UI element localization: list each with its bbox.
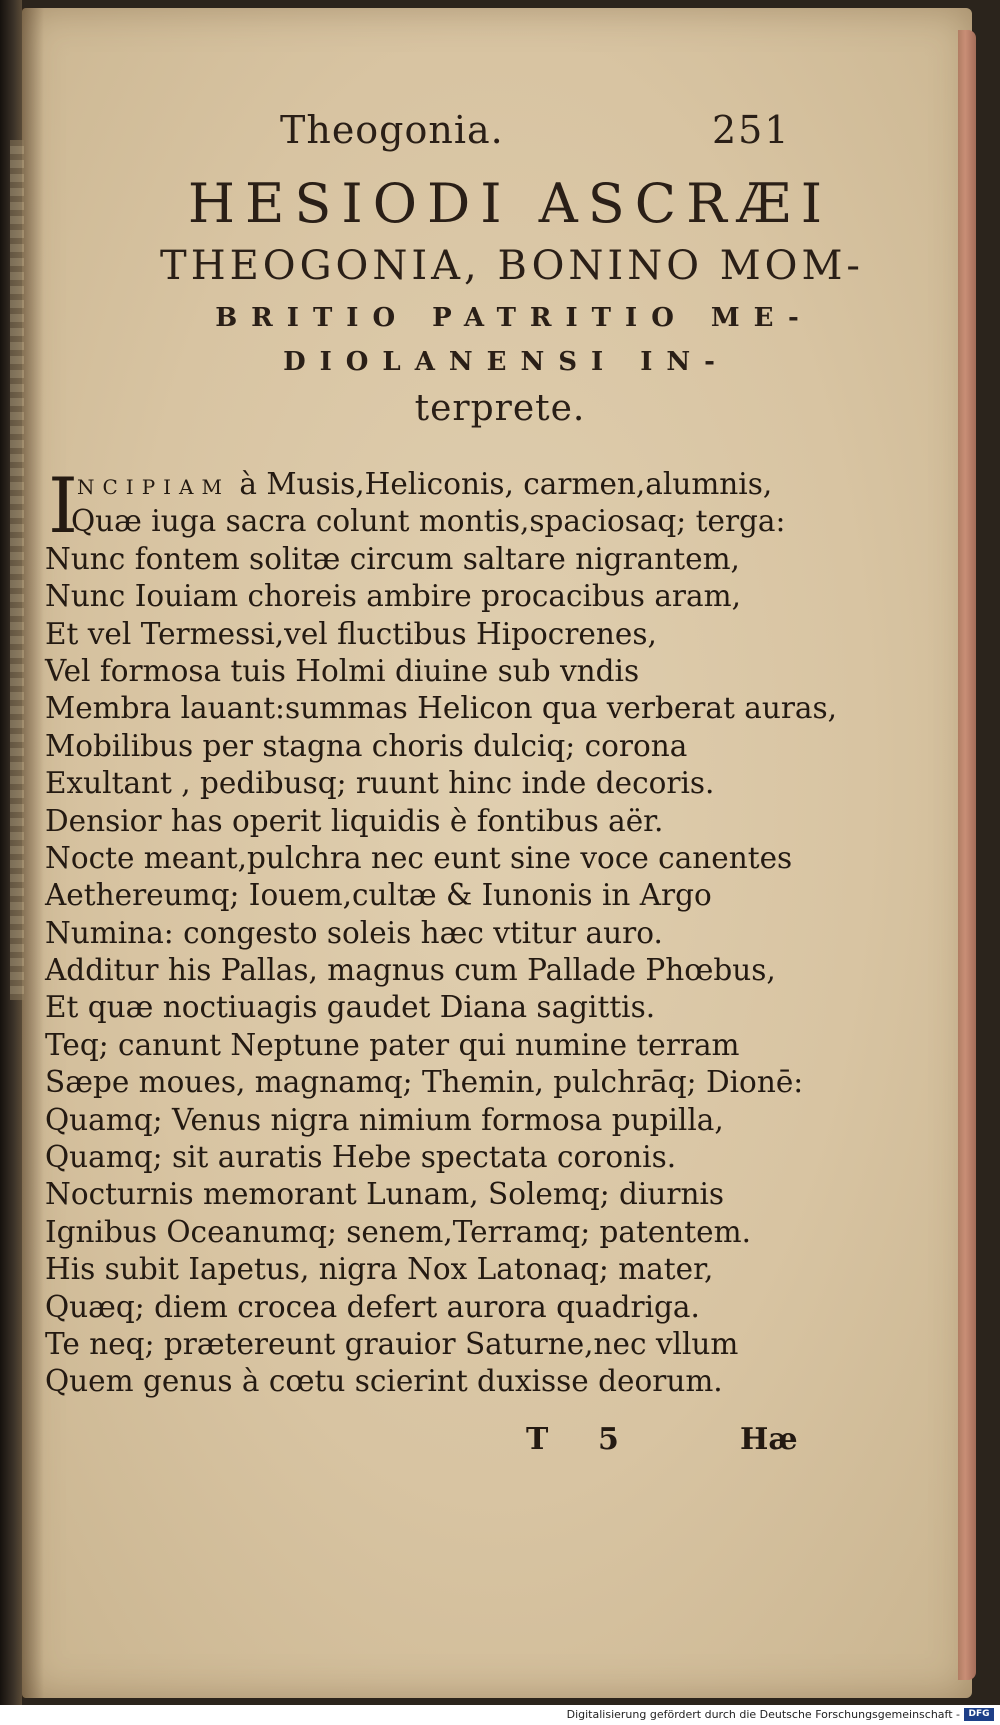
drop-capital: I <box>48 461 79 550</box>
footer-credit: Digitalisierung gefördert durch die Deutsche Forschungsgemeinschaft - <box>566 1708 960 1721</box>
verse-line-16: Teq; canunt Neptune pater qui numine terram <box>45 1027 740 1062</box>
verse-line-6: Vel formosa tuis Holmi diuine sub vndis <box>45 653 640 688</box>
signature-letter: T <box>526 1422 549 1457</box>
verse-line-1 <box>45 466 945 503</box>
verse-line-17: Sæpe moues, magnamq; Themin, pulchrāq; Dionē: <box>45 1065 804 1100</box>
verse-line-9: Exultant , pedibusq; ruunt hinc inde decoris. <box>45 766 715 801</box>
verse-line-12: Aethereumq; Iouem,cultæ & Iunonis in Argo <box>45 878 712 913</box>
opening-rest: à Musis,Heliconis, carmen,alumnis, <box>229 467 773 501</box>
verse-line-21: Ignibus Oceanumq; senem,Terramq; patentem. <box>45 1214 751 1249</box>
title-line-1: HESIODI ASCRÆI <box>187 172 833 235</box>
verse-line-2: Quæ iuga sacra colunt montis,spaciosaq; terga: <box>71 504 786 539</box>
verse-line-20: Nocturnis memorant Lunam, Solemq; diurnis <box>45 1177 725 1212</box>
verse-line-8: Mobilibus per stagna choris dulciq; corona <box>45 728 688 763</box>
catchword: Hæ <box>740 1422 798 1457</box>
verse-line-15: Et quæ noctiuagis gaudet Diana sagittis. <box>45 990 656 1025</box>
verse-line-19: Quamq; sit auratis Hebe spectata coronis. <box>45 1140 677 1175</box>
verse-line-4: Nunc Iouiam choreis ambire procacibus aram, <box>45 579 741 614</box>
title-line-3: BRITIO PATRITIO ME- <box>215 303 813 333</box>
verse-line-10: Densior has operit liquidis è fontibus aër. <box>45 803 664 838</box>
signature-number: 5 <box>598 1422 619 1457</box>
verse-line-13: Numina: congesto soleis hæc vtitur auro. <box>45 915 663 950</box>
digitization-footer <box>0 1705 1000 1725</box>
verse-line-11: Nocte meant,pulchra nec eunt sine voce canentes <box>45 840 793 875</box>
verse-line-14: Additur his Pallas, magnus cum Pallade Phœbus, <box>45 953 776 988</box>
verse-line-23: Quæq; diem crocea defert aurora quadriga. <box>45 1289 700 1324</box>
poem-text <box>45 461 945 1401</box>
page-number: 251 <box>712 108 791 152</box>
verse-line-18: Quamq; Venus nigra nimium formosa pupilla, <box>45 1102 724 1137</box>
title-line-4: DIOLANENSI IN- <box>283 347 729 377</box>
verse-line-3: Nunc fontem solitæ circum saltare nigrantem, <box>45 541 740 576</box>
verse-line-5: Et vel Termessi,vel fluctibus Hipocrenes, <box>45 616 657 651</box>
verse-line-24: Te neq; prætereunt grauior Saturne,nec vllum <box>45 1326 739 1361</box>
title-line-2: THEOGONIA, BONINO MOM- <box>160 243 864 289</box>
verse-line-22: His subit Iapetus, nigra Nox Latonaq; mater, <box>45 1252 714 1287</box>
opening-smallcaps: NCIPIAM <box>77 475 230 499</box>
running-title: Theogonia. <box>280 108 504 152</box>
verse-list <box>45 541 945 1401</box>
verse-line-25: Quem genus à cœtu scierint duxisse deorum. <box>45 1364 723 1399</box>
title-line-5: terprete. <box>414 388 586 429</box>
dfg-logo: DFG <box>964 1708 994 1721</box>
verse-line-7: Membra lauant:summas Helicon qua verberat auras, <box>45 691 838 726</box>
running-head <box>0 108 1000 158</box>
